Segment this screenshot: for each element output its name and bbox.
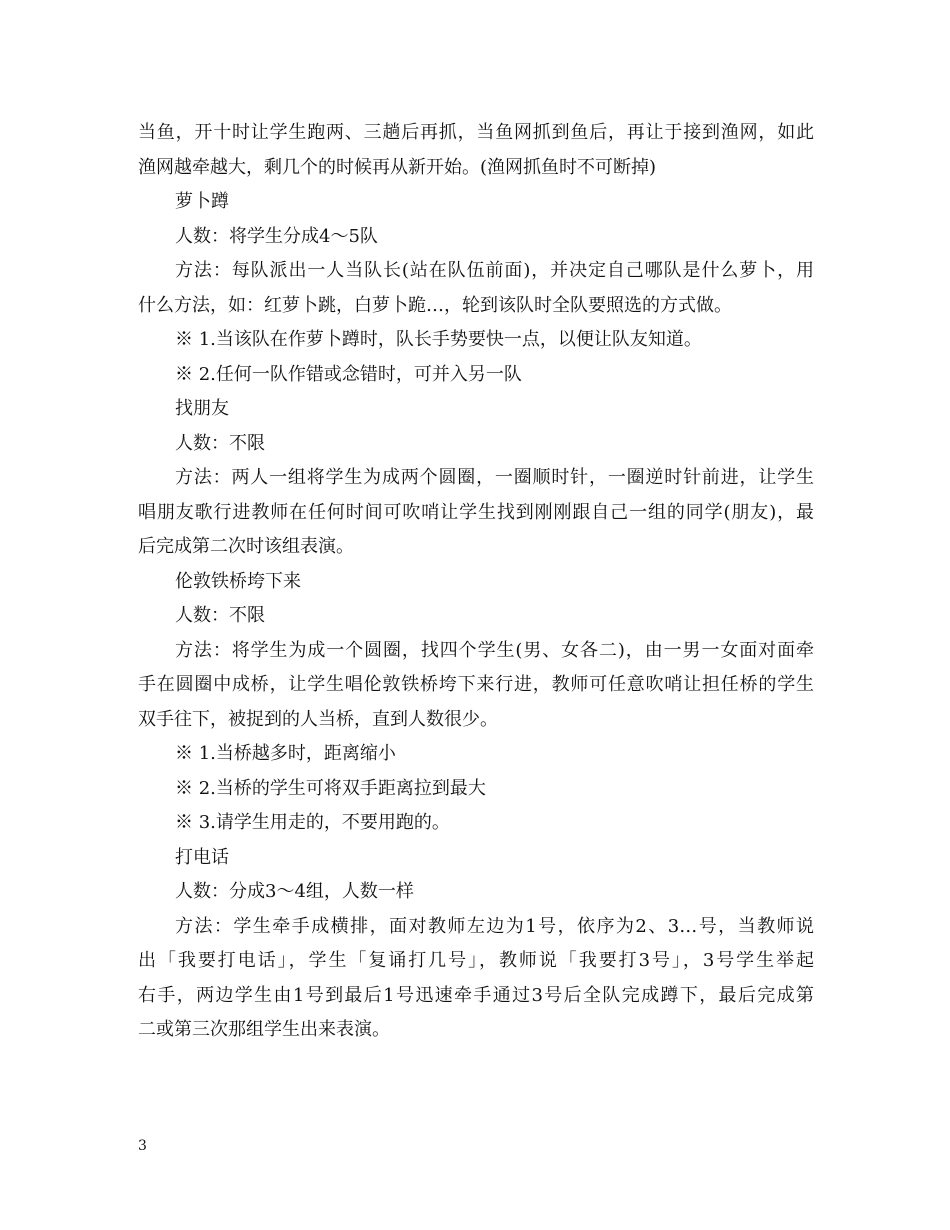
- paragraph-line: 人数：不限: [175, 605, 265, 626]
- paragraph-line: 方法：学生牵手成横排，面对教师左边为1号，依序为2、3…号，当教师说: [175, 915, 814, 937]
- paragraph-line: 什么方法，如：红萝卜跳，白萝卜跪…，轮到该队时全队要照选的方式做。: [138, 294, 732, 316]
- note-line: ※ 2.任何一队作错或念错时，可并入另一队: [175, 363, 522, 385]
- paragraph-line: 出「我要打电话」，学生「复诵打几号」，教师说「我要打3号」，3号学生举起: [138, 950, 814, 971]
- paragraph-line: 后完成第二次时该组表演。: [138, 536, 354, 557]
- section-heading: 伦敦铁桥垮下来: [175, 570, 301, 592]
- paragraph-line: 唱朋友歌行进教师在任何时间可吹哨让学生找到刚刚跟自己一组的同学(朋友)，最: [138, 501, 814, 523]
- paragraph-line: 二或第三次那组学生出来表演。: [138, 1019, 390, 1040]
- paragraph-line: 当鱼，开十时让学生跑两、三趟后再抓，当鱼网抓到鱼后，再让于接到渔网，如此: [138, 122, 814, 143]
- paragraph-line: 人数：将学生分成4～5队: [175, 225, 378, 247]
- section-heading: 打电话: [175, 846, 229, 868]
- paragraph-line: 人数：不限: [175, 432, 265, 454]
- paragraph-line: 方法：每队派出一人当队长(站在队伍前面)，并决定自己哪队是什么萝卜，用: [175, 260, 814, 281]
- paragraph-line: 手在圆圈中成桥，让学生唱伦敦铁桥垮下来行进，教师可任意吹哨让担任桥的学生: [138, 674, 814, 695]
- paragraph-line: 渔网越牵越大，剩几个的时候再从新开始。(渔网抓鱼时不可断掉): [138, 156, 657, 178]
- paragraph-line: 人数：分成3～4组，人数一样: [175, 881, 414, 902]
- paragraph-line: 右手，两边学生由1号到最后1号迅速牵手通过3号后全队完成蹲下，最后完成第: [138, 984, 814, 1006]
- note-line: ※ 1.当桥越多时，距离缩小: [175, 743, 396, 764]
- section-heading: 找朋友: [175, 398, 229, 419]
- page-number: 3: [138, 1138, 147, 1154]
- paragraph-line: 方法：两人一组将学生为成两个圆圈，一圈顺时针，一圈逆时针前进，让学生: [175, 467, 814, 488]
- note-line: ※ 1.当该队在作萝卜蹲时，队长手势要快一点，以便让队友知道。: [175, 329, 702, 350]
- note-line: ※ 2.当桥的学生可将双手距离拉到最大: [175, 777, 486, 799]
- paragraph-line: 方法：将学生为成一个圆圈，找四个学生(男、女各二)，由一男一女面对面牵: [175, 639, 814, 661]
- page-body: [138, 116, 814, 1048]
- note-line: ※ 3.请学生用走的，不要用跑的。: [175, 812, 450, 833]
- paragraph-line: 双手往下，被捉到的人当桥，直到人数很少。: [138, 708, 498, 730]
- section-heading: 萝卜蹲: [175, 191, 229, 212]
